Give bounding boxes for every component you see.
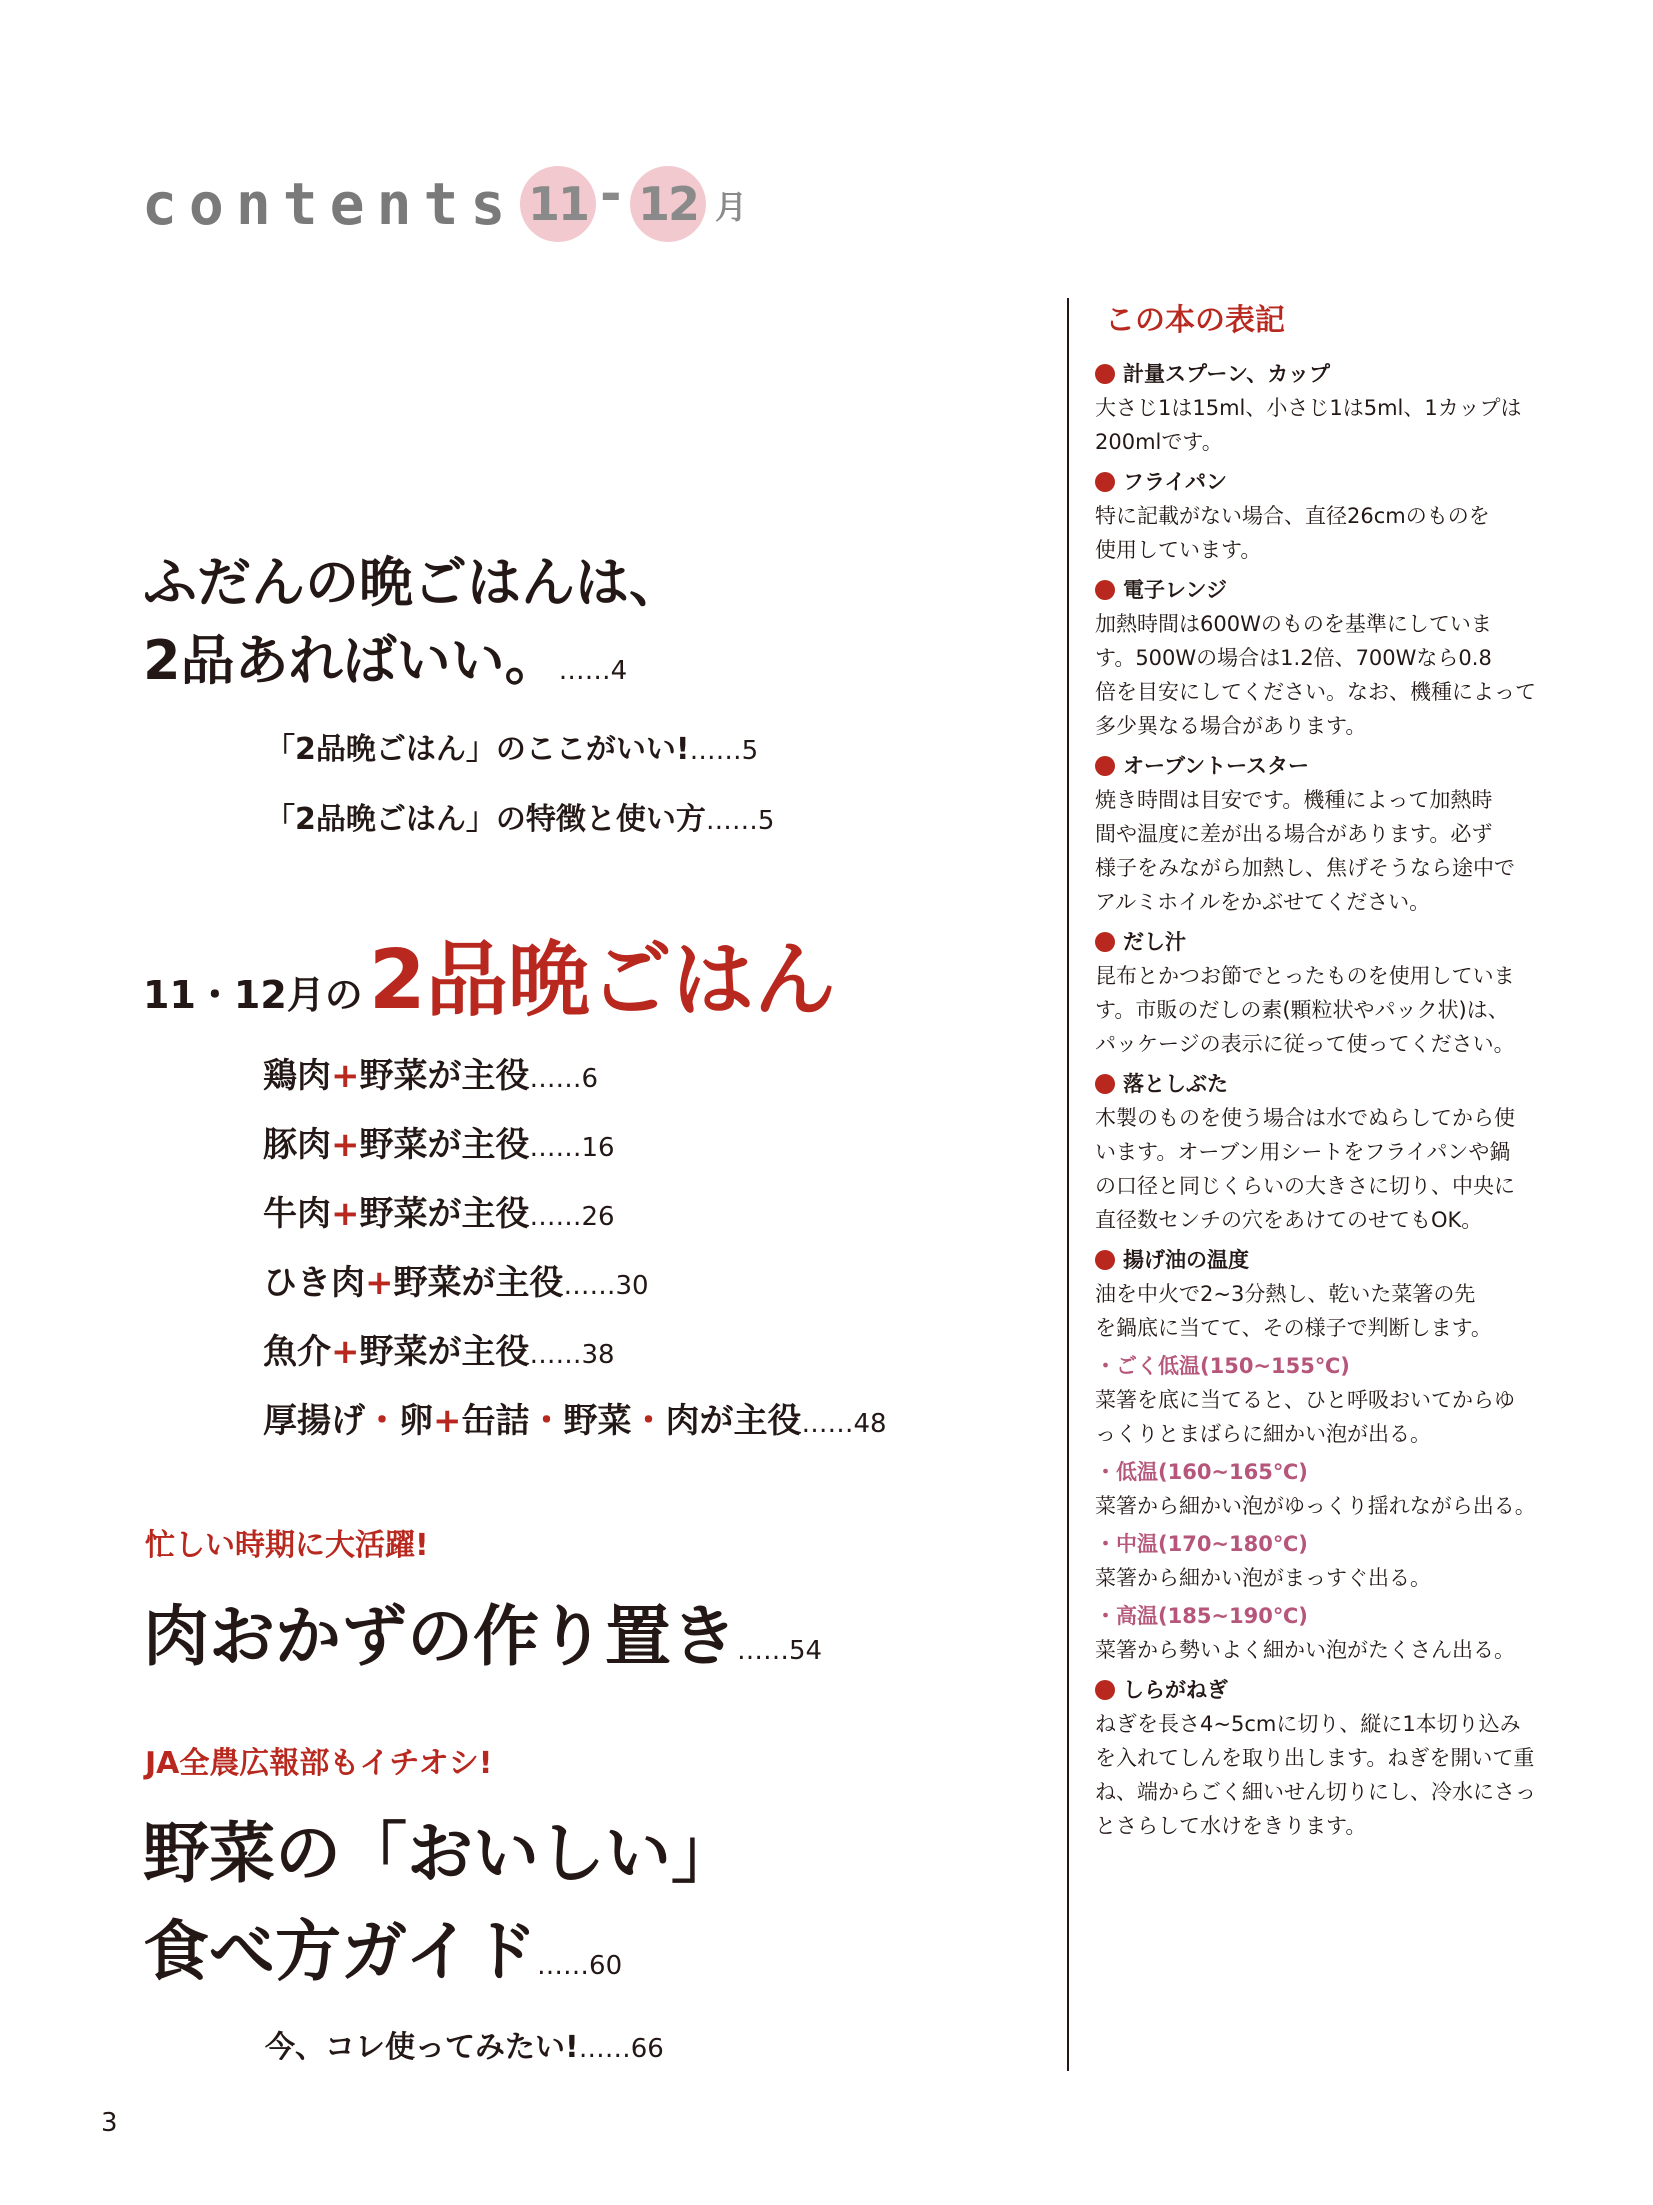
bullet-icon: [1095, 1680, 1115, 1700]
note-heading: フライパン: [1095, 465, 1565, 499]
item-page: ……38: [529, 1340, 615, 1370]
intro-title-line2: 2品あればいい。……4: [143, 629, 628, 692]
bullet-icon: [1095, 580, 1115, 600]
notes-panel: [1095, 295, 1565, 1843]
item-page: ……16: [529, 1133, 615, 1163]
sub-item-page: ……5: [689, 736, 759, 766]
main-item[interactable]: ひき肉+野菜が主役……30: [263, 1263, 649, 1303]
note-body: 菜箸から細かい泡がゆっくり揺れながら出る。: [1095, 1494, 1536, 1518]
note-body: ねぎを長さ4~5cmに切り、縦に1本切り込み を入れてしんを取り出します。ねぎを開いて重 ね、端からごく細いせん切りにし、冷水にさっ とさらして水けをきります。: [1095, 1712, 1536, 1838]
plus-icon: +: [433, 1401, 462, 1441]
main-item[interactable]: 牛肉+野菜が主役……26: [263, 1194, 615, 1234]
note-body: 菜箸から勢いよく細かい泡がたくさん出る。: [1095, 1638, 1515, 1662]
bullet-icon: [1095, 472, 1115, 492]
temp-heading: ・高温(185~190℃): [1095, 1604, 1308, 1628]
item-page: ……6: [529, 1064, 599, 1094]
plus-icon: +: [331, 1056, 360, 1096]
sub-item-label: 「2品晩ごはん」の特徴と使い方: [265, 802, 706, 837]
veg-section-page: ……60: [537, 1951, 623, 1981]
plus-icon: +: [331, 1125, 360, 1165]
note-body: 油を中火で2~3分熱し、乾いた菜箸の先 を鍋底に当てて、その様子で判断します。: [1095, 1282, 1492, 1340]
item-page: ……48: [801, 1409, 887, 1439]
item-page: ……30: [563, 1271, 649, 1301]
temp-heading: ・中温(170~180℃): [1095, 1532, 1308, 1556]
temp-heading: ・ごく低温(150~155℃): [1095, 1354, 1350, 1378]
intro-title-page: ……4: [558, 656, 628, 686]
notes-title: この本の表記: [1105, 303, 1285, 338]
note-body: 菜箸から細かい泡がまっすぐ出る。: [1095, 1566, 1431, 1590]
meat-section-tagline: 忙しい時期に大活躍!: [145, 1528, 429, 1563]
column-divider: [1067, 298, 1069, 2071]
month-unit: 月: [715, 188, 748, 226]
month-start-badge: 11: [520, 166, 596, 242]
bullet-icon: [1095, 364, 1115, 384]
veg-extra-item[interactable]: 今、コレ使ってみたい!……66: [265, 2030, 664, 2065]
intro-title-line1: ふだんの晩ごはんは、: [143, 551, 683, 614]
bullet-icon: [1095, 932, 1115, 952]
note-heading: 揚げ油の温度: [1095, 1243, 1565, 1277]
main-item[interactable]: 豚肉+野菜が主役……16: [263, 1125, 615, 1165]
note-heading: だし汁: [1095, 925, 1565, 959]
main-item[interactable]: 鶏肉+野菜が主役……6: [263, 1056, 599, 1096]
main-section-heading: [143, 915, 836, 1032]
meat-section-title[interactable]: 肉おかずの作り置き……54: [143, 1598, 823, 1675]
bullet-icon: [1095, 1074, 1115, 1094]
contents-word: contents: [142, 170, 518, 238]
main-section-prefix: 11・12月の: [143, 973, 363, 1017]
note-heading: しらがねぎ: [1095, 1673, 1565, 1707]
note-body: 木製のものを使う場合は水でぬらしてから使 います。オーブン用シートをフライパンや鍋 の口径と同じくらいの大きさに切り、中央に 直径数センチの穴をあけてのせてもOK。: [1095, 1106, 1515, 1232]
note-body: 特に記載がない場合、直径26cmのものを 使用しています。: [1095, 504, 1490, 562]
note-heading: 電子レンジ: [1095, 573, 1565, 607]
veg-extra-page: ……66: [578, 2034, 664, 2064]
note-body: 焼き時間は目安です。機種によって加熱時 間や温度に差が出る場合があります。必ず 様子をみながら加熱し、焦げそうなら途中で アルミホイルをかぶせてください。: [1095, 788, 1515, 914]
main-item[interactable]: 厚揚げ・卵+缶詰・野菜・肉が主役……48: [263, 1401, 887, 1441]
item-page: ……26: [529, 1202, 615, 1232]
month-end-badge: 12: [630, 166, 706, 242]
note-heading: オーブントースター: [1095, 749, 1565, 783]
veg-section-title-line1[interactable]: 野菜の「おいしい」: [143, 1815, 737, 1892]
month-dash: -: [600, 164, 622, 224]
note-body: 昆布とかつお節でとったものを使用していま す。市販のだしの素(顆粒状やパック状)は、 パッケージの表示に従って使ってください。: [1095, 964, 1515, 1056]
note-body: 大さじ1は15ml、小さじ1は5ml、1カップは 200mlです。: [1095, 396, 1522, 454]
plus-icon: +: [365, 1263, 394, 1303]
plus-icon: +: [331, 1194, 360, 1234]
plus-icon: +: [331, 1332, 360, 1372]
bullet-icon: [1095, 1250, 1115, 1270]
page-number: 3: [101, 2108, 118, 2138]
intro-sub-item[interactable]: [265, 794, 774, 838]
note-heading: 計量スプーン、カップ: [1095, 357, 1565, 391]
bullet-icon: [1095, 756, 1115, 776]
sub-item-label: 「2品晩ごはん」のここがいい!: [265, 732, 690, 767]
veg-section-tagline: JA全農広報部もイチオシ!: [145, 1746, 493, 1781]
intro-sub-item[interactable]: [265, 724, 758, 768]
sub-item-page: ……5: [705, 806, 775, 836]
main-section-title: 2品晩ごはん: [368, 933, 836, 1028]
meat-section-page: ……54: [737, 1636, 823, 1666]
temp-heading: ・低温(160~165℃): [1095, 1460, 1308, 1484]
note-body: 菜箸を底に当てると、ひと呼吸おいてからゆ っくりとまばらに細かい泡が出る。: [1095, 1388, 1515, 1446]
main-item[interactable]: 魚介+野菜が主役……38: [263, 1332, 615, 1372]
veg-section-title-line2[interactable]: 食べ方ガイド……60: [143, 1913, 623, 1990]
note-heading: 落としぶた: [1095, 1067, 1565, 1101]
note-body: 加熱時間は600Wのものを基準にしていま す。500Wの場合は1.2倍、700Wなら0.8 倍を目安にしてください。なお、機種によって 多少異なる場合があります。: [1095, 612, 1536, 738]
contents-header: [140, 150, 840, 270]
